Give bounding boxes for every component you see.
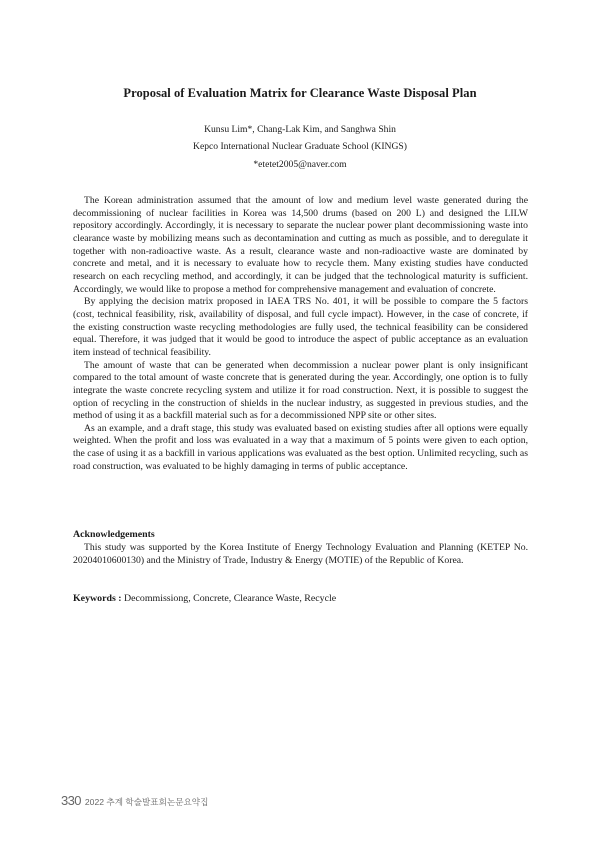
abstract-body [73,195,528,473]
proceedings-name: 2022 추계 학술발표회논문요약집 [84,797,209,807]
paragraph-2: By applying the decision matrix proposed in IAEA TRS No. 401, it will be possible to compare the 5 factors (cost, technical feasibility, risk, availability of disposal, and full cycle impact). However, in the case of concrete, if the existing construction waste recycling methodologies are fully used, the technical feasibility can be considered equal. Therefore, it was judged that it would be good to introduce the aspect of public acceptance as an evaluation item instead of technical feasibility. [73,296,528,358]
author-list: Kunsu Lim*, Chang-Lak Kim, and Sanghwa Shin [204,124,396,135]
paragraph-1: The Korean administration assumed that the amount of low and medium level waste generated during the decommissioning of nuclear facilities in Korea was 14,500 drums (based on 200 L) and designed the LILW repository accordingly. Accordingly, it is necessary to separate the nuclear power plant decommissioning waste into clearance waste by mobilizing means such as decontamination and cutting as much as possible, and to deregulate it together with non-radioactive waste. As a result, clearance waste and non-radioactive waste are dominated by concrete and metal, and it is necessary to evaluate how to recycle them. Many existing studies have conducted research on each recycling method, and accordingly, it can be judged that the technological maturity is sufficient. Accordingly, we would like to propose a method for comprehensive management and evaluation of concrete. [73,195,528,295]
paragraph-3: The amount of waste that can be generated when decommission a nuclear power plant is only insignificant compared to the total amount of waste concrete that is generated during the year. Accordingly, one option is to fully integrate the waste concrete recycling system and utilize it for road construction. Next, it is possible to suggest the option of recycling in the construction of shields in the nuclear industry, as suggested in previous studies, and the method of using it as a backfill material such as for a decommissioned NPP site or other sites. [73,359,528,422]
contact-email: *etetet2005@naver.com [253,159,347,170]
acknowledgements-heading: Acknowledgements [73,529,155,540]
page-number: 330 [61,793,81,808]
acknowledgements-text: This study was supported by the Korea Institute of Energy Technology Evaluation and Planning (KETEP No. 20204010600130) and the Ministry of Trade, Industry & Energy (MOTIE) of the Republic of Korea. [73,542,528,566]
keywords-label: Keywords : [73,593,122,604]
page-footer [61,793,208,808]
keywords-line [73,593,336,604]
paper-title: Proposal of Evaluation Matrix for Clearance Waste Disposal Plan [123,86,477,100]
keywords-list: Decommissiong, Concrete, Clearance Waste, Recycle [124,593,337,604]
affiliation: Kepco International Nuclear Graduate School (KINGS) [193,141,407,152]
paragraph-4: As an example, and a draft stage, this study was evaluated based on existing studies after all options were equally weighted. When the profit and loss was evaluated in a way that a maximum of 5 points were given to each option, the case of using it as a backfill in various applications was evaluated as the best option. Unlimited recycling, such as road construction, was evaluated to be highly damaging in terms of public acceptance. [73,422,528,472]
